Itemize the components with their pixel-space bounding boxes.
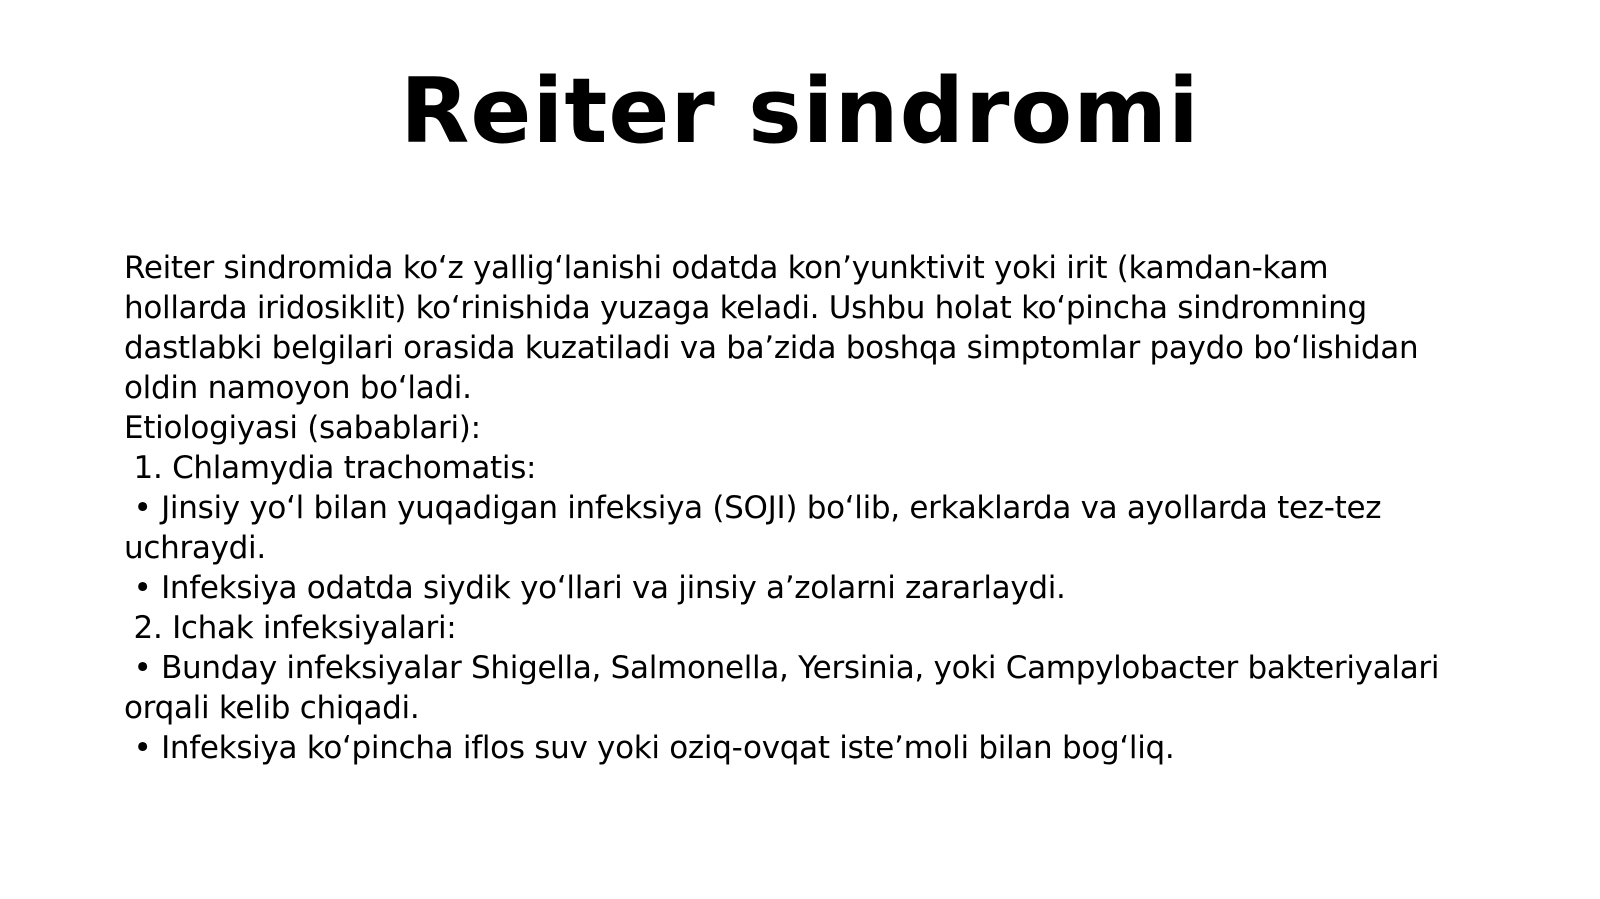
- bullet-item: • Infeksiya koʻpincha iflos suv yoki oziq-ovqat isteʼmoli bilan bogʻliq.: [124, 730, 1175, 766]
- slide-body: [124, 248, 1484, 768]
- slide-title: Reiter sindromi: [400, 59, 1200, 164]
- body-line: oldin namoyon boʻladi.: [124, 370, 472, 406]
- list-item-numbered: 1. Chlamydia trachomatis:: [124, 450, 537, 486]
- bullet-item: • Bunday infeksiyalar Shigella, Salmonella, Yersinia, yoki Campylobacter bakteriyalari: [124, 650, 1440, 686]
- body-line: Reiter sindromida koʻz yalligʻlanishi odatda konʼyunktivit yoki irit (kamdan-kam: [124, 250, 1329, 286]
- body-line: hollarda iridosiklit) koʻrinishida yuzaga keladi. Ushbu holat koʻpincha sindromning: [124, 290, 1367, 326]
- bullet-item-continuation: uchraydi.: [124, 530, 266, 566]
- section-heading: Etiologiyasi (sabablari):: [124, 410, 481, 446]
- bullet-item-continuation: orqali kelib chiqadi.: [124, 690, 420, 726]
- body-line: dastlabki belgilari orasida kuzatiladi va baʼzida boshqa simptomlar paydo boʻlishidan: [124, 330, 1419, 366]
- bullet-item: • Jinsiy yoʻl bilan yuqadigan infeksiya (SOJI) boʻlib, erkaklarda va ayollarda tez-tez: [124, 490, 1382, 526]
- list-item-numbered: 2. Ichak infeksiyalari:: [124, 610, 457, 646]
- bullet-item: • Infeksiya odatda siydik yoʻllari va jinsiy aʼzolarni zararlaydi.: [124, 570, 1066, 606]
